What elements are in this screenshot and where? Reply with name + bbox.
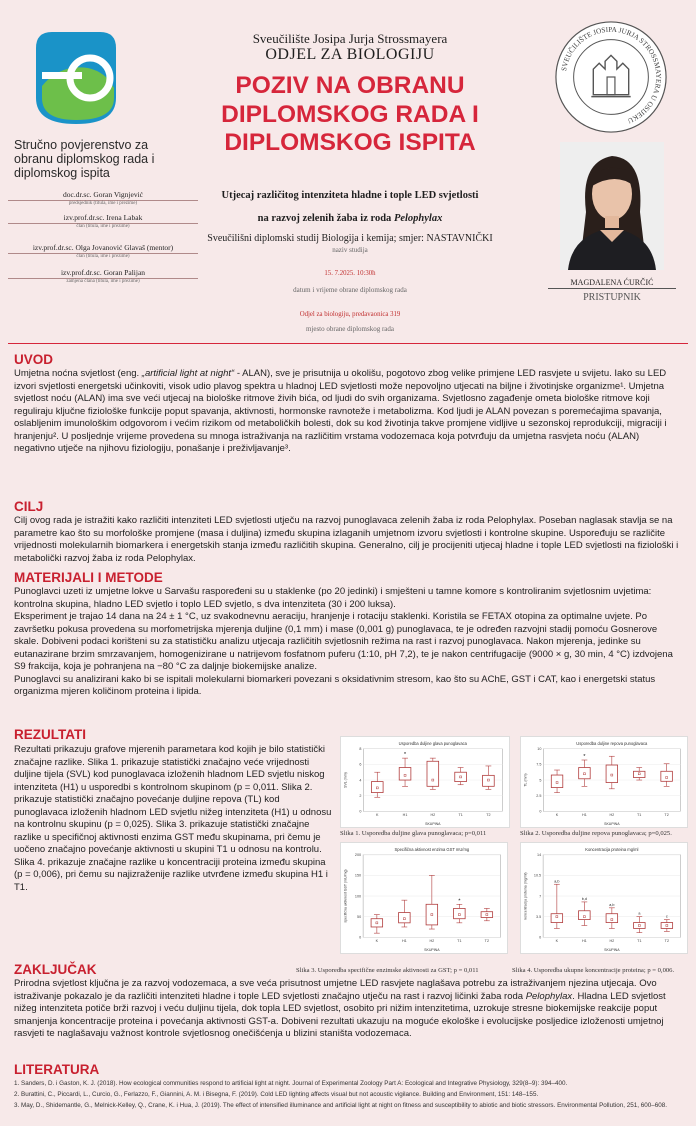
group-letter-label: a,b xyxy=(554,879,560,884)
section-heading-metode: MATERIJALI I METODE xyxy=(14,570,163,585)
box-iqr xyxy=(661,771,673,781)
y-tick-label: 2.5 xyxy=(536,793,542,798)
significance-marker: * xyxy=(583,754,586,761)
y-axis-label: TL (mm) xyxy=(523,773,528,787)
y-tick-label: 200 xyxy=(354,853,362,858)
y-tick-label: 150 xyxy=(354,873,362,878)
figure-4-caption: Slika 4. Usporedba ukupne koncentracije proteina; p = 0,006. xyxy=(512,967,675,974)
box-iqr xyxy=(633,771,645,777)
section-text-uvod xyxy=(14,368,682,456)
box-H2 xyxy=(427,758,439,789)
page-title xyxy=(150,72,550,158)
box-iqr xyxy=(579,768,591,779)
x-axis-label: SKUPINA xyxy=(424,948,440,953)
thesis-title-text: na razvoj zelenih žaba iz roda xyxy=(257,213,394,224)
group-letter-label: c xyxy=(665,914,668,919)
x-tick-label: T1 xyxy=(457,939,462,944)
committee-member-role: zamjena člana (titula, ime i prezime) xyxy=(66,279,140,284)
x-tick-label: K xyxy=(375,939,379,944)
thesis-title xyxy=(170,184,530,230)
y-tick-label: 7.5 xyxy=(536,762,542,767)
box-iqr xyxy=(371,919,383,927)
section-heading-literatura: LITERATURA xyxy=(14,1062,100,1077)
x-tick-label: H2 xyxy=(430,813,436,818)
reference-3: 3. May, D., Shidemantle, G., Melnick-Kelley, Q., Crane, K. i Hua, J. (2019). The effect of intensified illuminance and artificial light at night on fitness and susceptibility to abiotic and biotic stressors. Environmental Pollution, 251, 600–608. xyxy=(14,1102,667,1109)
committee-member-role: predsjednik (titula, ime i prezime) xyxy=(68,201,138,206)
box-iqr xyxy=(606,765,618,783)
chart-title: Usporedba duljine glava punoglavaca xyxy=(398,740,467,746)
zakljucak-text-2: . Hladna LED svjetlost nižeg intenziteta potiče brži razvoj i veću duljinu tijela, dok topla LED svjetlost, osobito pri nižim intenzitetima, uzrokuje stresne biokemijske reakcije poput smanjenja koncentracije proteina i povećanja aktivnosti GST-a. Dobiveni rezultati ukazuju na moguće ekološke i evolucijske posljedice izloženosti umjetnoj rasvjeti te naglašavaju važnost kontrole svjetlosnog onečišćenja u blizini staništa vodozemaca. xyxy=(14,990,666,1039)
page-title-line: POZIV NA OBRANU xyxy=(235,72,465,99)
y-tick-label: 0 xyxy=(359,809,362,814)
zakljucak-text-italic: Pelophylax xyxy=(525,990,573,1002)
y-tick-label: 14 xyxy=(537,853,542,858)
chart-title: Usporedba duljine repova punoglavaca xyxy=(576,740,648,746)
x-tick-label: T2 xyxy=(484,939,490,944)
department-logo-icon xyxy=(30,28,122,128)
metode-paragraph-2: Eksperiment je trajao 14 dana na 24 ± 1 °C, uz svakodnevnu aeraciju, hranjenje i rotaciju staklenki. Koristila se FETAX otopina za optimalne uvjete. Po završetku pokusa provedena su morfometrijska mjerenja duljine (0,1 mm) i mase (0,001 g) punoglavaca, te je određen razvojni stadij pomoću Gosnerove skale. Dobiveni podaci korišteni su za statističku analizu utjecaja različitih svjetlosnih režima na rast i razvoj punoglavaca. Nakon mjerenja, jedinke su eutanazirane brzim smrzavanjem, homogenizirane u natrijevom fosfatnom puferu (1:10, pH 7,2), te je nakon centrifugacije (9000 × g, 30 min, 4 °C) izdvojena S9 frakcija, koja je pohranjena na −80 °C za daljnje biokemijske analize. xyxy=(14,611,673,672)
zakljucak-text-1: Prirodna svjetlost ključna je za razvoj vodozemaca, a sve veća prisutnost umjetne LED rasvjete naglašava potrebu za istraživanjem njezina utjecaja. Ovo istraživanje pokazalo je da različiti intenziteti hladne i tople LED svjetlosti značajno utječu na rast i razvoj ličinki žaba roda xyxy=(14,978,657,1002)
x-tick-label: K xyxy=(555,813,559,818)
box-iqr xyxy=(455,772,467,781)
datetime-label: datum i vrijeme obrane diplomskog rada xyxy=(293,286,407,294)
figure-2-tl-chart xyxy=(520,736,688,828)
x-tick-label: H1 xyxy=(401,939,407,944)
section-heading-zakljucak: ZAKLJUČAK xyxy=(14,962,97,977)
defense-place: Odjel za biologiju, predavaonica 319 xyxy=(299,311,401,318)
figure-3-caption: Slika 3. Usporedba specifične enzimske aktivnosti za GST; p = 0,011 xyxy=(296,967,479,974)
metode-paragraph-1: Punoglavci uzeti iz umjetne lokve u Sarvašu raspoređeni su u staklenke (po 20 jedinki) i smješteni u tamne komore s kontroliranim svjetlosnim uvjetima: kontrolna skupina, hladno LED svjetlo i toplo LED svjetlo, s dva intenziteta (30 i 200 luksa). xyxy=(14,586,652,610)
uvod-text-1: Umjetna noćna svjetlost (eng. xyxy=(14,368,142,379)
section-text-rezultati: Rezultati prikazuju grafove mjerenih parametara kod kojih je bilo statistički značajne razlike. Slika 1. prikazuje statistički značajno veće vrijednosti duljine tijela (SVL) kod punoglavaca izloženih hladnom LED svjetlu niskog intenziteta (H1) u usporedbi s kontrolnom skupinom (p = 0,011. Slika 2. prikazuje statistički značajno povećanje duljine repova (TL) kod punoglavaca izloženih hladnom LED svjetlu nižeg intenziteta (H1) u odnosu na kontrolnu skupinu (p = 0,025). Slika 3. prikazuje statistički značajne razlike u specifičnoj aktivnosti enzima GST među skupinama, pri čemu je uočeno značajno povećanje aktivnosti u skupini T1 u odnosu na kontrolu. Slika 4. prikazuje značajne razlike u koncentraciji proteina između skupina (p = 0,006), pri čemu su najizraženije razlike utvrđene između skupina H1 i T1. xyxy=(14,744,332,893)
study-label: naziv studija xyxy=(332,246,368,254)
box-iqr xyxy=(426,904,438,925)
y-tick-label: 0 xyxy=(539,809,542,814)
y-tick-label: 4 xyxy=(359,778,362,783)
chart-title: Koncentracija proteina mg/ml xyxy=(585,846,639,852)
y-tick-label: 50 xyxy=(357,914,362,919)
figure-4-protein-chart xyxy=(520,842,688,954)
chart-title: Specifična aktivnost enzima GST mU/mg xyxy=(394,846,470,852)
university-name: Sveučilište Josipa Jurja Strossmayera xyxy=(252,31,448,46)
study-programme: Sveučilišni diplomski studij Biologija i kemija; smjer: NASTAVNIČKI xyxy=(207,233,493,244)
box-iqr xyxy=(481,912,493,918)
committee-heading: Stručno povjerenstvo za obranu diplomskog rada i diplomskog ispita xyxy=(14,138,155,180)
x-axis-label: SKUPINA xyxy=(604,822,620,827)
box-iqr xyxy=(634,923,646,929)
y-tick-label: 10.5 xyxy=(533,873,542,878)
reference-2: 2. Burattini, C., Piccardi, L., Curcio, G., Ferlazzo, F., Giannini, A. M. i Bisegna, F. (2019). Cold LED lighting affects visual but not acoustic vigilance. Building and Environment, 151: 148–155. xyxy=(14,1091,539,1098)
group-letter-label: a xyxy=(638,911,641,916)
box-iqr xyxy=(579,911,591,920)
y-axis-label: specifična aktivnost GST (mU/mg) xyxy=(343,869,348,923)
x-tick-label: T1 xyxy=(458,813,463,818)
group-letter-label: a,b xyxy=(609,902,615,907)
page-title-line: DIPLOMSKOG ISPITA xyxy=(224,129,476,156)
student-photo xyxy=(560,142,664,270)
x-tick-label: H2 xyxy=(609,813,615,818)
x-tick-label: K xyxy=(555,939,559,944)
committee-member-name: izv.prof.dr.sc. Goran Palijan xyxy=(60,268,146,277)
section-heading-rezultati: REZULTATI xyxy=(14,727,86,742)
x-tick-label: H1 xyxy=(582,813,587,818)
box-iqr xyxy=(661,923,673,929)
poster-header xyxy=(0,0,696,345)
defense-datetime: 15. 7.2025. 10:30h xyxy=(324,270,376,277)
section-heading-uvod: UVOD xyxy=(14,352,54,367)
seal-text: SVEUČILIŠTE JOSIPA JURJA STROSSMAYERA U OSIJEKU xyxy=(560,25,663,125)
page-title-line: DIPLOMSKOG RADA I xyxy=(221,100,479,128)
uvod-text-italic: „artificial light at night“ xyxy=(141,368,235,379)
committee-member-role: član (titula, ime i prezime) xyxy=(76,254,130,259)
header-divider xyxy=(8,343,688,344)
box-iqr xyxy=(427,761,439,786)
section-text-metode xyxy=(14,586,682,699)
student-name: MAGDALENA ĆURČIĆ xyxy=(548,278,676,289)
committee-member-3 xyxy=(8,243,198,260)
university-seal-icon xyxy=(552,18,670,136)
x-tick-label: K xyxy=(376,813,379,818)
reference-1: 1. Sanders, D. i Gaston, K. J. (2018). How ecological communities respond to artificial light at night. Journal of Experimental Zoology Part A: Ecological and Integrative Physiology, 329(8–9): 394–400. xyxy=(14,1080,568,1087)
y-tick-label: 6 xyxy=(359,762,362,767)
x-tick-label: H2 xyxy=(609,939,615,944)
significance-marker: * xyxy=(458,898,461,905)
place-label: mjesto obrane diplomskog rada xyxy=(305,325,395,333)
x-tick-label: H2 xyxy=(429,939,435,944)
y-tick-label: 8 xyxy=(359,747,362,752)
section-text-zakljucak xyxy=(14,978,682,1041)
committee-member-name: doc.dr.sc. Goran Vignjević xyxy=(62,190,144,199)
x-tick-label: T2 xyxy=(486,813,491,818)
figure-3-gst-chart xyxy=(340,842,508,954)
committee-member-name: izv.prof.dr.sc. Irena Labak xyxy=(63,213,143,222)
thesis-title-line-2 xyxy=(170,207,530,230)
metode-paragraph-3: Punoglavci su analizirani kako bi se ispitali molekularni biomarkeri povezani s oksidativnim stresom, kao što su AChE, GST i CAT, kao i energetski status organizma mjeren količinom proteina i lipida. xyxy=(14,673,656,697)
box-iqr xyxy=(551,914,563,923)
thesis-title-line: Utjecaj različitog intenziteta hladne i tople LED svjetlosti xyxy=(221,190,479,201)
x-tick-label: T1 xyxy=(637,939,642,944)
x-tick-label: H1 xyxy=(581,939,587,944)
x-axis-label: SKUPINA xyxy=(604,948,620,953)
committee-member-role: član (titula, ime i prezime) xyxy=(76,224,130,229)
y-axis-label: SVL (mm) xyxy=(343,772,348,788)
x-tick-label: T2 xyxy=(664,813,669,818)
group-letter-label: b,d xyxy=(581,896,587,901)
committee-member-name: izv.prof.dr.sc. Olga Jovanović Glavaš (mentor) xyxy=(32,243,174,252)
x-axis-label: SKUPINA xyxy=(425,822,441,827)
portrait-icon xyxy=(560,142,664,270)
uvod-text-2: - ALAN), sve je prisutnija u okolišu, pogotovo zbog velike primjene LED rasvjete u svijetu. Iako su LED izvori svjetlosti energetski učinkoviti, visok udio plavog spektra u hladnoj LED svjetlosti može nepovoljno utjecati na biljne i životinjske organizme¹. Umjetna svjetlost noću (ALAN) ima sve veći utjecaj na biološke ritmove živih bića, od ljudi do svih organizama. Svjetlosno zagađenje ometa biološke ritmove koji reguliraju ključne fiziološke funkcije poput spavanja, aktivnosti, hormonske ravnoteže i metabolizma. Kod ljudi je ALAN povezan s poremećajima spavanja, oslabljenim imunološkim odgovorom i većim rizikom od metaboličkih bolesti, dok su kod životinja takve promjene vidljive u sezonskoj reprodukciji, migraciji i hranjenju². U posljednje vrijeme provedena su mnoga istraživanja na različitim vrstama vodozemaca koja potvrđuju da umjetna rasvjeta noću (ALAN) negativno utječe na njihovu fiziologiju, ponašanje i preživljavanje³. xyxy=(14,368,667,454)
y-tick-label: 5 xyxy=(539,778,542,783)
significance-marker: * xyxy=(403,752,407,759)
y-tick-label: 0 xyxy=(359,935,362,940)
x-tick-label: T1 xyxy=(637,813,642,818)
figure-2-caption: Slika 2. Usporedba duljine repova punoglavaca; p=0,025. xyxy=(520,830,672,837)
y-tick-label: 7 xyxy=(539,894,542,899)
y-tick-label: 0 xyxy=(539,935,542,940)
y-tick-label: 2 xyxy=(359,793,362,798)
department-name: ODJEL ZA BIOLOGIJU xyxy=(265,46,435,63)
figure-1-svl-chart xyxy=(340,736,510,828)
figure-1-caption: Slika 1. Usporedba duljine glava punoglavaca; p=0,011 xyxy=(340,830,487,837)
x-tick-label: T2 xyxy=(664,939,670,944)
box-iqr xyxy=(399,768,411,781)
section-text-cilj: Cilj ovog rada je istražiti kako različiti intenziteti LED svjetlosti utječu na razvoj punoglavaca zelenih žaba iz roda Pelophylax. Poseban naglasak stavlja se na parametre kao što su morfološke promjene (masa i duljina) između skupina izlaganih umjetnom izvoru svjetlosti i kontrolne skupine. Uspoređuju se različite vrijednosti molekularnih biomarkera i energetskih stanja između različitih skupina. Generalno, cilj je procijeniti utjecaj hladne i tople LED svjetlosti na fiziološki i metabolički razvoj žaba iz roda Pelophylax. xyxy=(14,515,679,564)
y-tick-label: 100 xyxy=(354,894,362,899)
y-axis-label: koncentracija proteina (mg/ml) xyxy=(523,872,528,920)
student-role: PRISTUPNIK xyxy=(583,292,641,303)
section-heading-cilj: CILJ xyxy=(14,499,44,514)
box-iqr xyxy=(606,914,618,923)
x-tick-label: H1 xyxy=(402,813,408,818)
box-iqr xyxy=(551,775,563,788)
y-tick-label: 3.5 xyxy=(535,914,542,919)
y-tick-label: 10 xyxy=(537,747,542,752)
committee-member-4 xyxy=(8,268,198,285)
thesis-title-genus: Pelophylax xyxy=(393,213,443,224)
